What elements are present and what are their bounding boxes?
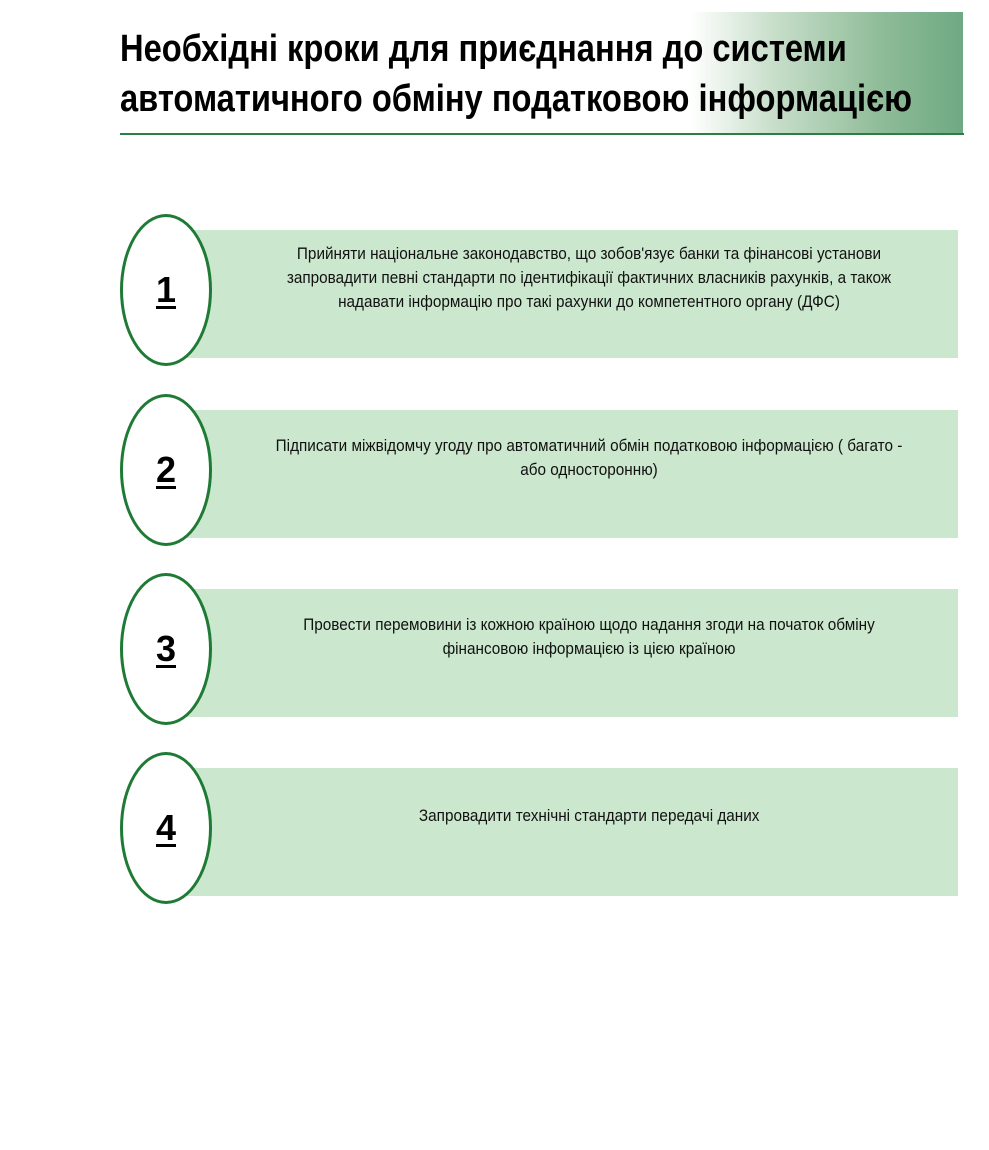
title-underline	[120, 133, 964, 135]
step-1-number: 1	[155, 269, 177, 310]
step-3	[120, 573, 958, 733]
step-2	[120, 394, 958, 554]
page-title-line-1: Необхідні кроки для приєднання до системи	[120, 28, 847, 70]
page-title-line-2: автоматичного обміну податковою інформацією	[120, 78, 913, 120]
step-4	[120, 752, 958, 912]
step-2-text: Підписати міжвідомчу угоду про автоматичний обмін податковою інформацією ( багато - або односторонню)	[275, 436, 903, 479]
page-title	[120, 24, 913, 124]
step-1-text: Прийняти національне законодавство, що зобов'язує банки та фінансові установи запровадити певні стандарти по ідентифікації фактичних власників рахунків, а також надавати інформацію про такі рахунки до компетентного органу (ДФС)	[286, 244, 892, 311]
step-4-text: Запровадити технічні стандарти передачі даних	[418, 806, 760, 825]
step-2-number: 2	[155, 449, 177, 490]
step-1	[120, 214, 958, 374]
step-3-text: Провести перемовини із кожною країною щодо надання згоди на початок обміну фінансовою інформацією із цією країною	[303, 615, 875, 658]
step-3-number: 3	[155, 628, 177, 669]
step-4-number: 4	[155, 807, 177, 848]
